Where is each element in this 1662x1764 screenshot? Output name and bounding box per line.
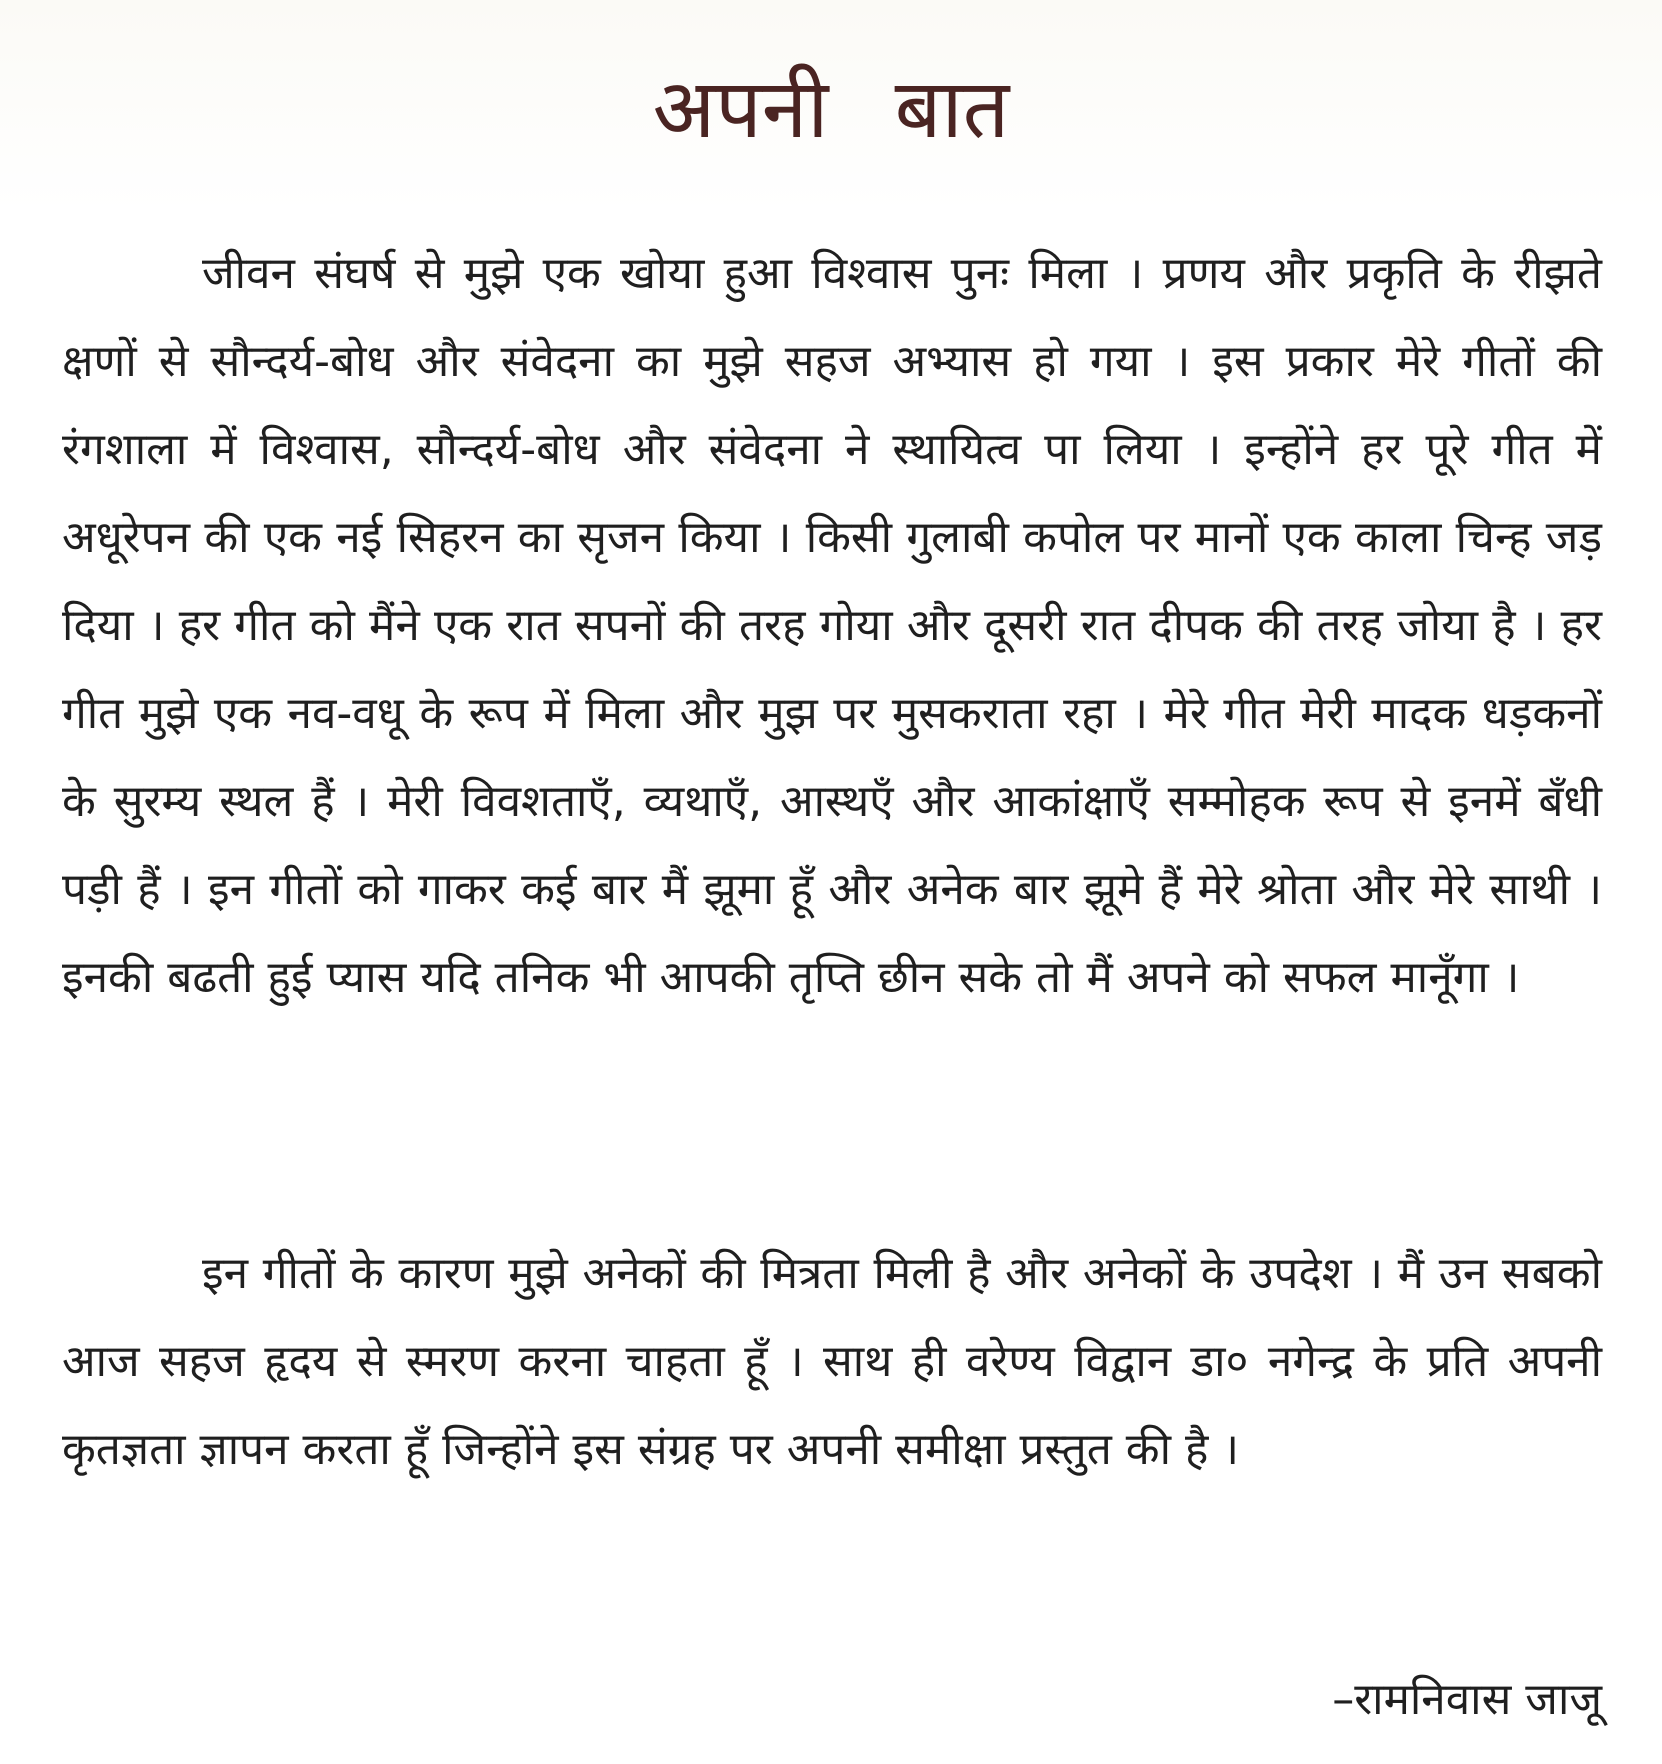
page-title: अपनी बात (652, 62, 1010, 157)
author-signature: –रामनिवास जाजू (1332, 1674, 1602, 1725)
paragraph-2: इन गीतों के कारण मुझे अनेकों की मित्रता मिली है और अनेकों के उपदेश । मैं उन सबको आज सहज हृदय से स्मरण करना चाहता हूँ । साथ ही वरेण्य विद्वान डा० नगेन्द्र के प्रति अपनी कृतज्ञता ज्ञापन करता हूँ जिन्होंने इस संग्रह पर अपनी समीक्षा प्रस्तुत की है । (62, 1248, 1602, 1475)
paragraph-1: जीवन संघर्ष से मुझे एक खोया हुआ विश्वास पुनः मिला । प्रणय और प्रकृति के रीझते क्षणों से सौन्दर्य-बोध और संवेदना का मुझे सहज अभ्यास हो गया । इस प्रकार मेरे गीतों की रंगशाला में विश्वास, सौन्दर्य-बोध और संवेदना ने स्थायित्व पा लिया । इन्होंने हर पूरे गीत में अधूरेपन की एक नई सिहरन का सृजन किया । किसी गुलाबी कपोल पर मानों एक काला चिन्ह जड़ दिया । हर गीत को मैंने एक रात सपनों की तरह गोया और दूसरी रात दीपक की तरह जोया है । हर गीत मुझे एक नव-वधू के रूप में मिला और मुझ पर मुसकराता रहा । मेरे गीत मेरी मादक धड़कनों के सुरम्य स्थल हैं । मेरी विवशताएँ, व्यथाएँ, आस्थएँ और आकांक्षाएँ सम्मोहक रूप से इनमें बँधी पड़ी हैं । इन गीतों को गाकर कई बार मैं झूमा हूँ और अनेक बार झूमे हैं मेरे श्रोता और मेरे साथी । इनकी बढती हुई प्यास यदि तनिक भी आपकी तृप्ति छीन सके तो मैं अपने को सफल मानूँगा । (62, 248, 1602, 1003)
